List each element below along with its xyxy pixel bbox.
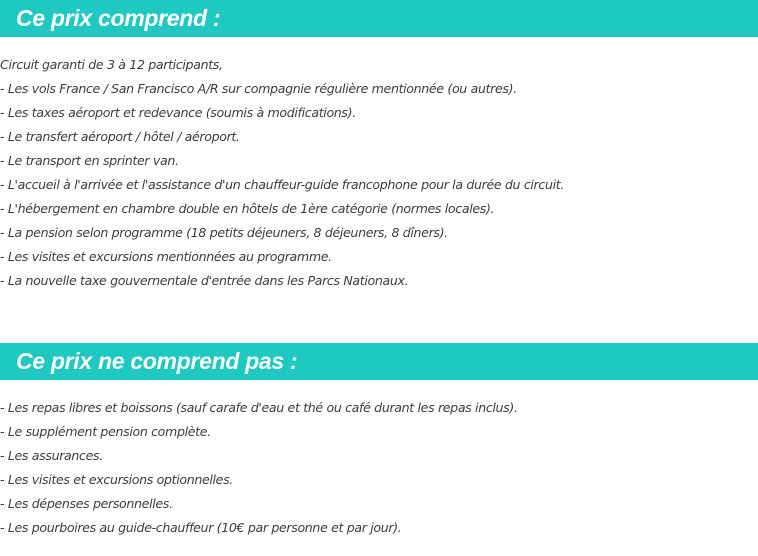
excluded-item: - Les visites et excursions optionnelles. <box>0 472 233 487</box>
included-item: - La pension selon programme (18 petits déjeuners, 8 déjeuners, 8 dîners). <box>0 225 448 240</box>
included-item: - Le transport en sprinter van. <box>0 153 179 168</box>
included-item: - Les taxes aéroport et redevance (soumis à modifications). <box>0 105 356 120</box>
included-item: - Les vols France / San Francisco A/R sur compagnie régulière mentionnée (ou autres). <box>0 81 517 96</box>
excluded-section-title: Ce prix ne comprend pas : <box>16 348 298 374</box>
excluded-list <box>0 396 518 540</box>
excluded-item: - Les pourboires au guide-chauffeur (10€ par personne et par jour). <box>0 520 402 535</box>
included-section-title: Ce prix comprend : <box>16 5 221 31</box>
excluded-item: - Le supplément pension complète. <box>0 424 211 439</box>
included-item: - Les visites et excursions mentionnées au programme. <box>0 249 332 264</box>
included-section-header <box>0 0 758 37</box>
included-item: Circuit garanti de 3 à 12 participants, <box>0 57 223 72</box>
included-list <box>0 53 564 293</box>
included-item: - La nouvelle taxe gouvernentale d'entrée dans les Parcs Nationaux. <box>0 273 409 288</box>
excluded-section-header <box>0 343 758 380</box>
included-item: - L'accueil à l'arrivée et l'assistance d'un chauffeur-guide francophone pour la durée du circuit. <box>0 177 564 192</box>
excluded-item: - Les assurances. <box>0 448 103 463</box>
excluded-item: - Les dépenses personnelles. <box>0 496 173 511</box>
included-item: - L'hébergement en chambre double en hôtels de 1ère catégorie (normes locales). <box>0 201 495 216</box>
included-item: - Le transfert aéroport / hôtel / aéroport. <box>0 129 240 144</box>
excluded-item: - Les repas libres et boissons (sauf carafe d'eau et thé ou café durant les repas inclus). <box>0 400 518 415</box>
